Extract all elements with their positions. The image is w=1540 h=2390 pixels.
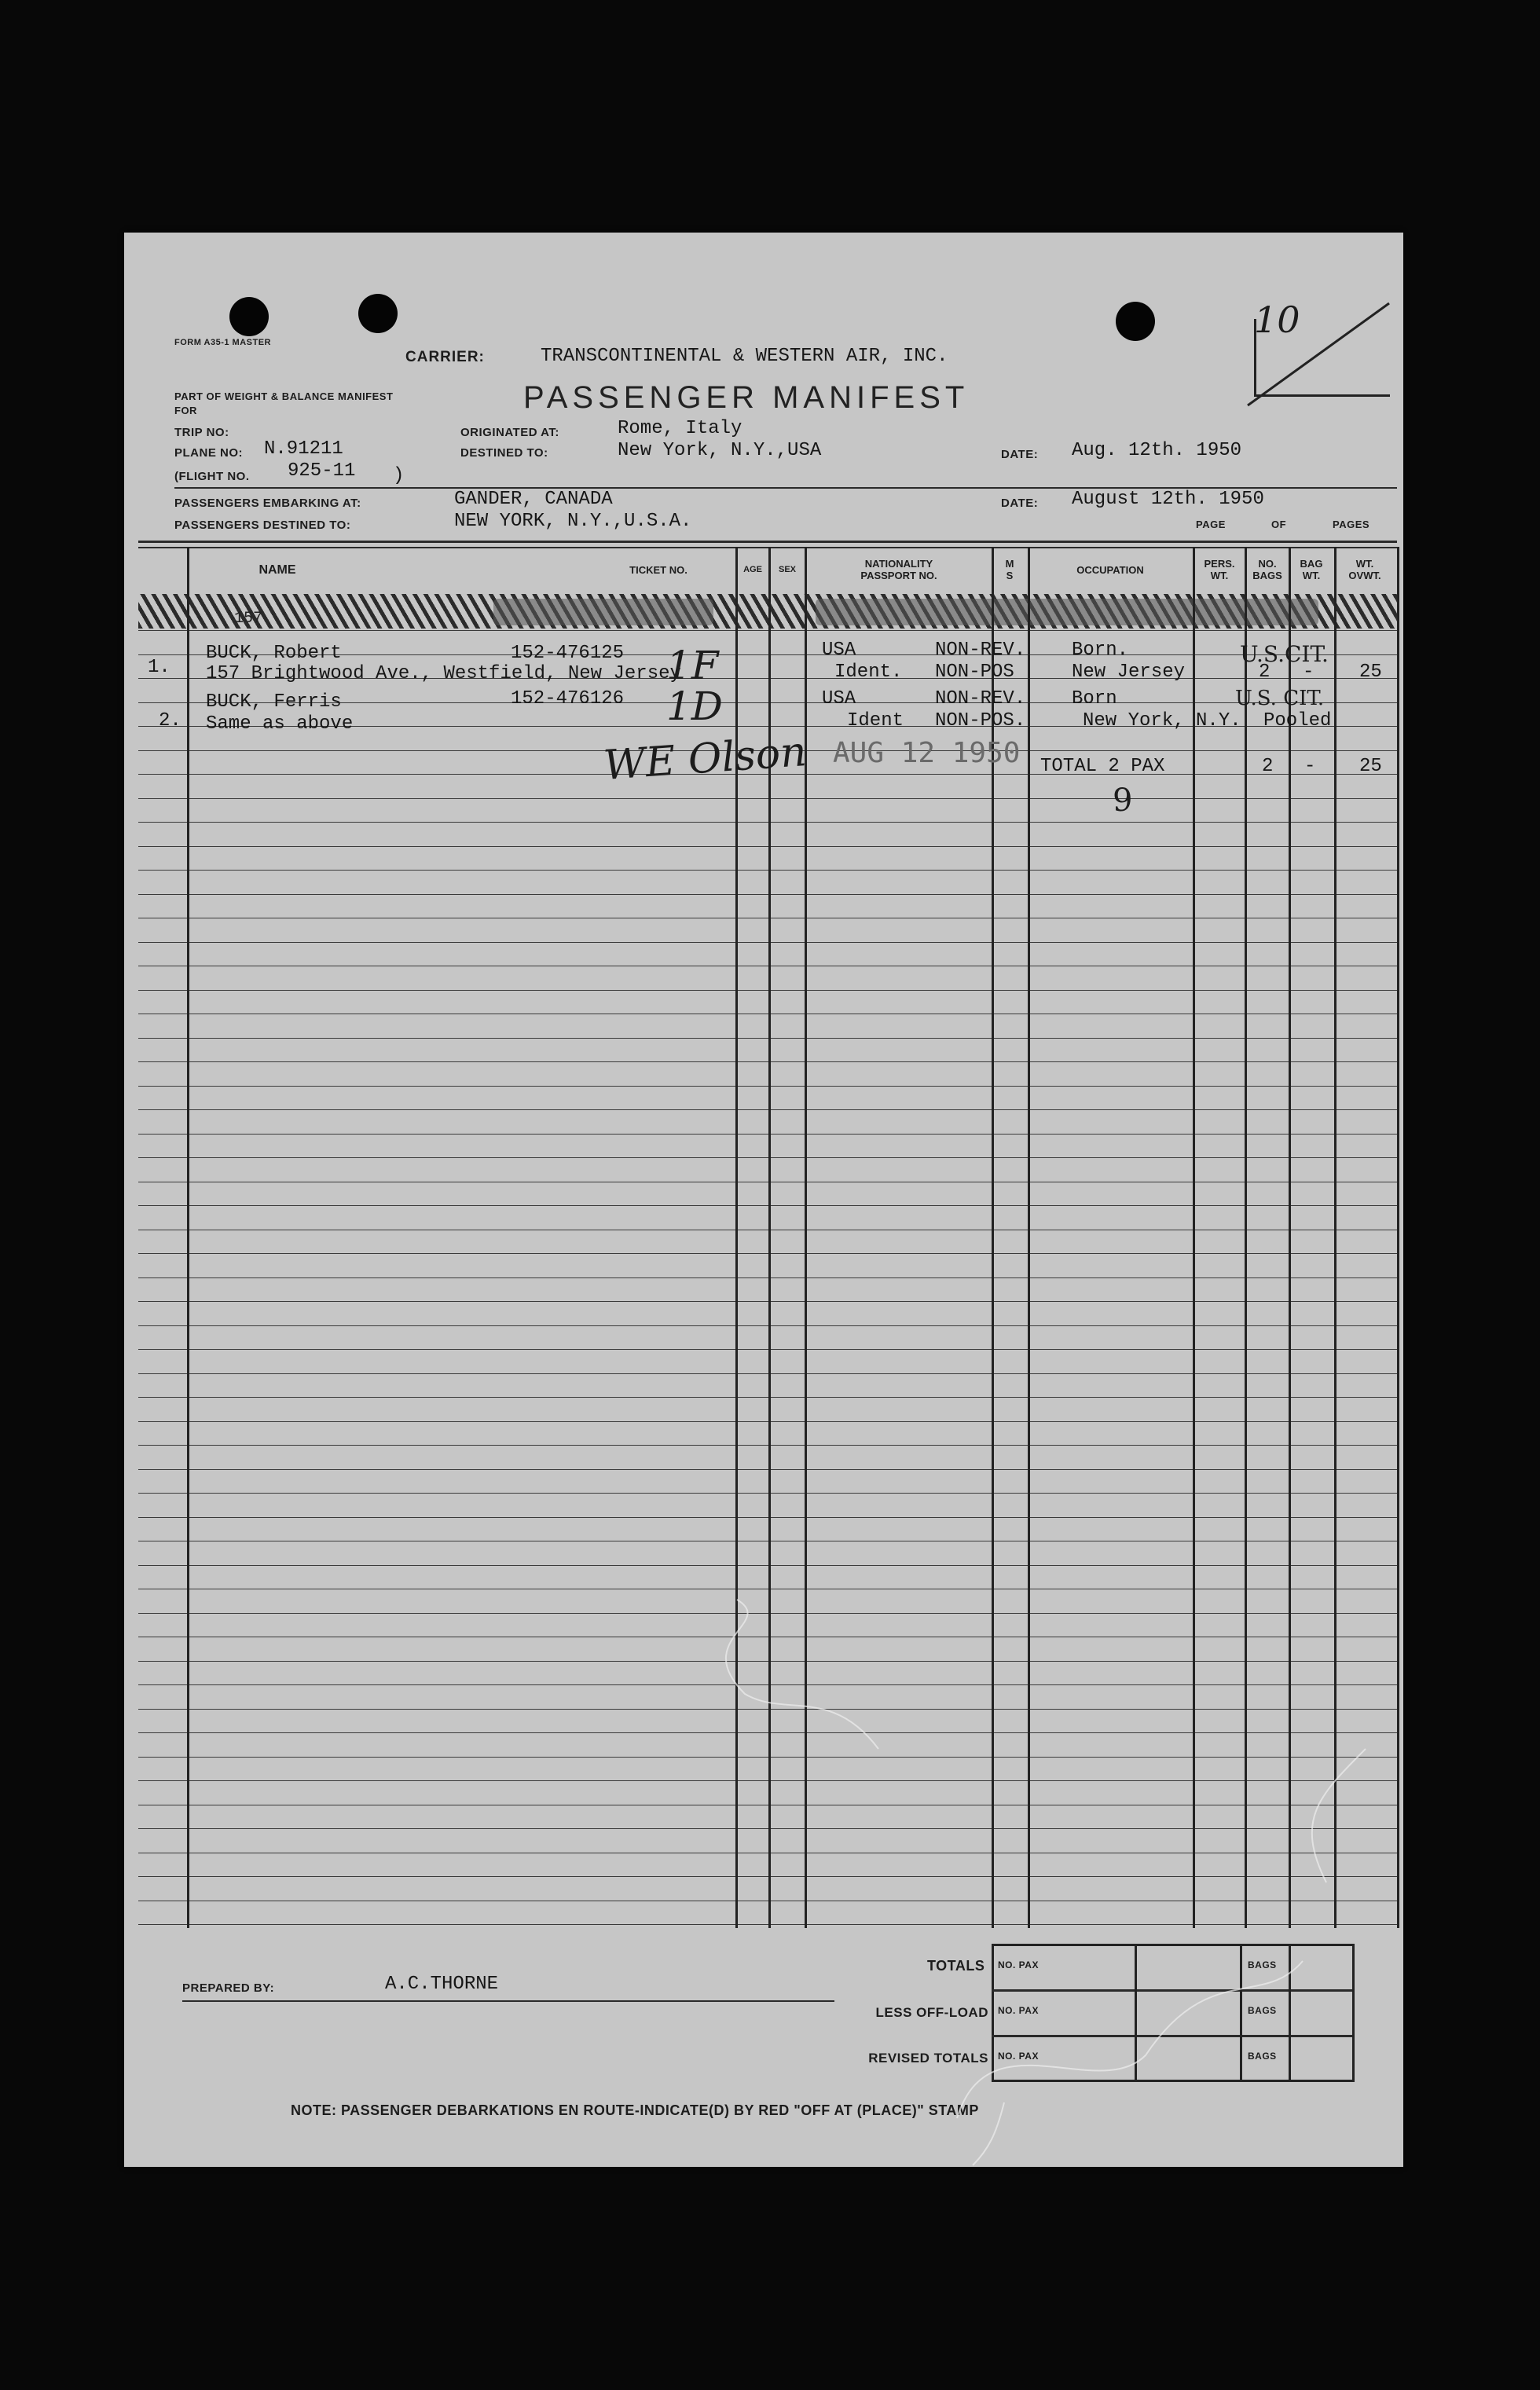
passenger-2-age-sex: 1D [666, 684, 723, 729]
passenger-1-nonpos: NON-POS [935, 662, 1014, 683]
passenger-1-bag-wt: - [1303, 662, 1314, 683]
total-pax: TOTAL 2 PAX [1040, 756, 1165, 777]
totals-no-pax: NO. PAX [998, 1959, 1039, 1970]
passenger-2-ident: Ident [847, 710, 904, 731]
passenger-1-ident: Ident. [834, 662, 903, 683]
passenger-2-nonrev: NON-REV. [935, 688, 1026, 709]
col-no-bags: NO. BAGS [1252, 558, 1282, 581]
totals-label: TOTALS [927, 1958, 985, 1974]
prepared-by-label: PREPARED BY: [182, 1981, 275, 1995]
handwritten-nine: 9 [1113, 783, 1133, 819]
flight-no-close: ) [393, 465, 405, 486]
col-ovwt: WT. OVWT. [1348, 558, 1381, 581]
page-title: PASSENGER MANIFEST [523, 380, 970, 415]
originated-label: ORIGINATED AT: [460, 426, 559, 439]
less-bags: BAGS [1248, 2005, 1277, 2016]
passenger-2-address: Same as above [206, 713, 354, 735]
passenger-2-born: Born [1072, 688, 1117, 709]
revised-bags: BAGS [1248, 2051, 1277, 2062]
totals-bags: BAGS [1248, 1959, 1277, 1970]
col-bag-wt: BAG WT. [1300, 558, 1323, 581]
passenger-1-age-sex: 1F [666, 643, 719, 688]
col-nationality: NATIONALITY PASSPORT NO. [860, 558, 937, 581]
corner-mark: 10 [1254, 299, 1300, 341]
passenger-1-num: 1. [148, 657, 170, 678]
carrier-label: CARRIER: [405, 349, 485, 365]
passenger-2-status: U.S. CIT. [1235, 687, 1325, 710]
passenger-2-nonpos: NON-POS. [935, 710, 1026, 731]
passenger-2-nat: USA [822, 688, 856, 709]
passenger-2-pooled: Pooled [1263, 710, 1332, 731]
pages-label: PAGES [1333, 519, 1370, 530]
col-ms: M S [1005, 558, 1014, 581]
passenger-1-ovwt: 25 [1359, 662, 1382, 683]
col-sex: SEX [778, 565, 796, 574]
plane-no-label: PLANE NO: [174, 446, 243, 460]
passenger-1-name: BUCK, Robert [206, 643, 342, 664]
embarking-label: PASSENGERS EMBARKING AT: [174, 497, 361, 510]
passenger-1-address: 157 Brightwood Ave., Westfield, New Jersey [206, 663, 681, 684]
form-number: FORM A35-1 MASTER [174, 338, 271, 347]
total-ovwt: 25 [1359, 756, 1382, 777]
col-age: AGE [743, 565, 762, 574]
total-bags: 2 [1262, 756, 1274, 777]
less-offload-label: LESS OFF-LOAD [875, 2005, 988, 2020]
passenger-1-ticket: 152-476125 [511, 643, 625, 664]
prepared-by-value: A.C.THORNE [385, 1974, 499, 1995]
col-occupation: OCCUPATION [1076, 564, 1144, 576]
col-name: NAME [258, 563, 296, 577]
col-ticket: TICKET NO. [629, 564, 688, 576]
carrier-value: TRANSCONTINENTAL & WESTERN AIR, INC. [541, 346, 948, 367]
date2-value: August 12th. 1950 [1072, 489, 1264, 510]
passenger-2-num: 2. [159, 710, 182, 731]
paper-scratches [124, 233, 1403, 2167]
revised-no-pax: NO. PAX [998, 2051, 1039, 2062]
destined-passengers-value: NEW YORK, N.Y.,U.S.A. [454, 511, 692, 532]
col-pers-wt: PERS. WT. [1204, 558, 1235, 581]
part-of-label: PART OF WEIGHT & BALANCE MANIFEST FOR [174, 390, 394, 416]
passenger-1-status: U.S.CIT. [1240, 641, 1329, 667]
destined-value: New York, N.Y.,USA [618, 440, 822, 461]
passenger-2-name: BUCK, Ferris [206, 691, 342, 713]
originated-value: Rome, Italy [618, 418, 742, 439]
passenger-1-birthplace: New Jersey [1072, 662, 1186, 683]
less-no-pax: NO. PAX [998, 2005, 1039, 2016]
passenger-1-nonrev: NON-REV. [935, 640, 1026, 661]
passenger-1-born: Born. [1072, 640, 1129, 661]
total-bag-wt: - [1304, 756, 1316, 777]
embarking-value: GANDER, CANADA [454, 489, 613, 510]
destined-label: DESTINED TO: [460, 446, 548, 460]
signature: WE Olson [602, 728, 808, 790]
destined-passengers-label: PASSENGERS DESTINED TO: [174, 519, 351, 532]
date-stamp: AUG 12 1950 [833, 737, 1021, 769]
passenger-1-bags: 2 [1259, 662, 1270, 683]
plane-no-value: N.91211 [264, 438, 343, 460]
passenger-2-birthplace: New York, N.Y. [1083, 710, 1241, 731]
date2-label: DATE: [1001, 497, 1039, 510]
of-label: OF [1271, 519, 1287, 530]
footer-note: NOTE: PASSENGER DEBARKATIONS EN ROUTE-INDICATE(D) BY RED "OFF AT (PLACE)" STAMP [291, 2102, 979, 2118]
passenger-1-nat: USA [822, 640, 856, 661]
page-label: PAGE [1196, 519, 1226, 530]
passenger-2-ticket: 152-476126 [511, 688, 625, 709]
manifest-sheet [124, 233, 1403, 2167]
revised-totals-label: REVISED TOTALS [868, 2051, 988, 2066]
flight-no-value: 925-11 [288, 460, 356, 482]
flight-no-label: (FLIGHT NO. [174, 470, 250, 483]
date-label: DATE: [1001, 448, 1039, 461]
struck-row-text: 157 [234, 610, 263, 628]
date-value: Aug. 12th. 1950 [1072, 440, 1242, 461]
trip-no-label: TRIP NO: [174, 426, 229, 439]
